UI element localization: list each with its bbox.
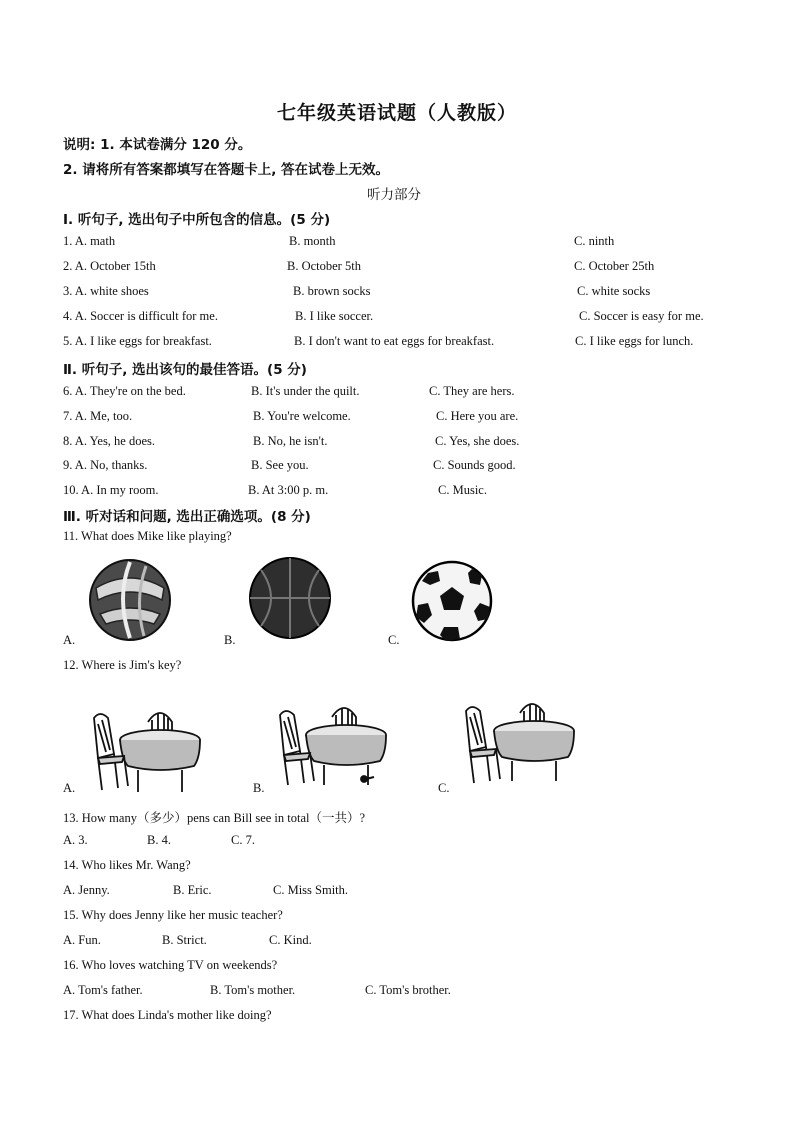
question-row-4 bbox=[0, 309, 794, 327]
option-c: C. Here you are. bbox=[436, 409, 519, 423]
note-line-1: 说明: 1. 本试卷满分 120 分。 bbox=[63, 137, 252, 153]
option-b: B. Eric. bbox=[173, 883, 212, 897]
option-b: B. brown socks bbox=[293, 284, 371, 298]
option-a: 9. A. No, thanks. bbox=[63, 458, 148, 472]
section-3-heading: Ⅲ. 听对话和问题, 选出正确选项。(8 分) bbox=[63, 509, 311, 525]
option-b: B. Strict. bbox=[162, 933, 207, 947]
question-13-options bbox=[0, 833, 794, 851]
option-b: B. Tom's mother. bbox=[210, 983, 296, 997]
pic-label-a: A. bbox=[63, 633, 76, 647]
option-a: 2. A. October 15th bbox=[63, 259, 156, 273]
option-a: A. Fun. bbox=[63, 933, 101, 947]
volleyball-image bbox=[86, 558, 174, 642]
question-row-3 bbox=[0, 284, 794, 302]
option-b: B. See you. bbox=[251, 458, 309, 472]
option-a: 8. A. Yes, he does. bbox=[63, 434, 156, 448]
option-b: B. month bbox=[289, 234, 336, 248]
listening-heading: 听力部分 bbox=[367, 187, 421, 203]
question-15-options bbox=[0, 933, 794, 951]
question-row-9 bbox=[0, 458, 794, 476]
option-a: 6. A. They're on the bed. bbox=[63, 384, 186, 398]
option-c: C. Sounds good. bbox=[433, 458, 516, 472]
table-chairs-image-b bbox=[276, 693, 392, 793]
question-17: 17. What does Linda's mother like doing? bbox=[63, 1008, 272, 1022]
pic-label-c: C. bbox=[438, 781, 450, 795]
section-2-heading: Ⅱ. 听句子, 选出该句的最佳答语。(5 分) bbox=[63, 362, 307, 378]
option-c: C. Tom's brother. bbox=[365, 983, 451, 997]
pic-label-a: A. bbox=[63, 781, 76, 795]
option-a: A. 3. bbox=[63, 833, 88, 847]
option-c: C. Yes, she does. bbox=[435, 434, 520, 448]
question-14: 14. Who likes Mr. Wang? bbox=[63, 858, 191, 872]
option-a: 4. A. Soccer is difficult for me. bbox=[63, 309, 218, 323]
table-chairs-image-a bbox=[88, 696, 204, 796]
question-row-8 bbox=[0, 434, 794, 452]
option-a: A. Tom's father. bbox=[63, 983, 143, 997]
section-1-heading: I. 听句子, 选出句子中所包含的信息。(5 分) bbox=[63, 212, 331, 228]
option-c: C. I like eggs for lunch. bbox=[575, 334, 694, 348]
pic-label-b: B. bbox=[253, 781, 265, 795]
option-a: 10. A. In my room. bbox=[63, 483, 159, 497]
option-b: B. 4. bbox=[147, 833, 171, 847]
basketball-image bbox=[247, 556, 333, 640]
table-chairs-image-c bbox=[462, 689, 578, 789]
option-b: B. I like soccer. bbox=[295, 309, 374, 323]
option-b: B. At 3:00 p. m. bbox=[248, 483, 329, 497]
page-title: 七年级英语试题（人教版） bbox=[276, 102, 517, 124]
option-c: C. Soccer is easy for me. bbox=[579, 309, 704, 323]
option-a: 7. A. Me, too. bbox=[63, 409, 133, 423]
option-b: B. October 5th bbox=[287, 259, 361, 273]
option-c: C. They are hers. bbox=[429, 384, 515, 398]
question-16: 16. Who loves watching TV on weekends? bbox=[63, 958, 278, 972]
question-11: 11. What does Mike like playing? bbox=[63, 529, 232, 543]
option-a: 5. A. I like eggs for breakfast. bbox=[63, 334, 212, 348]
soccer-ball-image bbox=[410, 559, 494, 643]
question-row-2 bbox=[0, 259, 794, 277]
option-a: 3. A. white shoes bbox=[63, 284, 149, 298]
question-row-7 bbox=[0, 409, 794, 427]
question-row-6 bbox=[0, 384, 794, 402]
question-16-options bbox=[0, 983, 794, 1001]
option-b: B. No, he isn't. bbox=[253, 434, 328, 448]
option-c: C. Kind. bbox=[269, 933, 312, 947]
option-b: B. You're welcome. bbox=[253, 409, 351, 423]
option-b: B. It's under the quilt. bbox=[251, 384, 360, 398]
option-c: C. white socks bbox=[577, 284, 651, 298]
question-row-5 bbox=[0, 334, 794, 352]
option-c: C. 7. bbox=[231, 833, 255, 847]
option-c: C. Music. bbox=[438, 483, 487, 497]
option-c: C. ninth bbox=[574, 234, 615, 248]
question-12: 12. Where is Jim's key? bbox=[63, 658, 182, 672]
option-c: C. Miss Smith. bbox=[273, 883, 349, 897]
option-a: A. Jenny. bbox=[63, 883, 110, 897]
question-13: 13. How many（多少）pens can Bill see in total（一共）? bbox=[63, 811, 366, 825]
question-row-1 bbox=[0, 234, 794, 252]
pic-label-c: C. bbox=[388, 633, 400, 647]
pic-label-b: B. bbox=[224, 633, 236, 647]
option-b: B. I don't want to eat eggs for breakfast. bbox=[294, 334, 495, 348]
note-line-2: 2. 请将所有答案都填写在答题卡上, 答在试卷上无效。 bbox=[63, 162, 390, 178]
option-c: C. October 25th bbox=[574, 259, 655, 273]
question-15: 15. Why does Jenny like her music teacher? bbox=[63, 908, 283, 922]
question-row-10 bbox=[0, 483, 794, 501]
option-a: 1. A. math bbox=[63, 234, 116, 248]
question-14-options bbox=[0, 883, 794, 901]
